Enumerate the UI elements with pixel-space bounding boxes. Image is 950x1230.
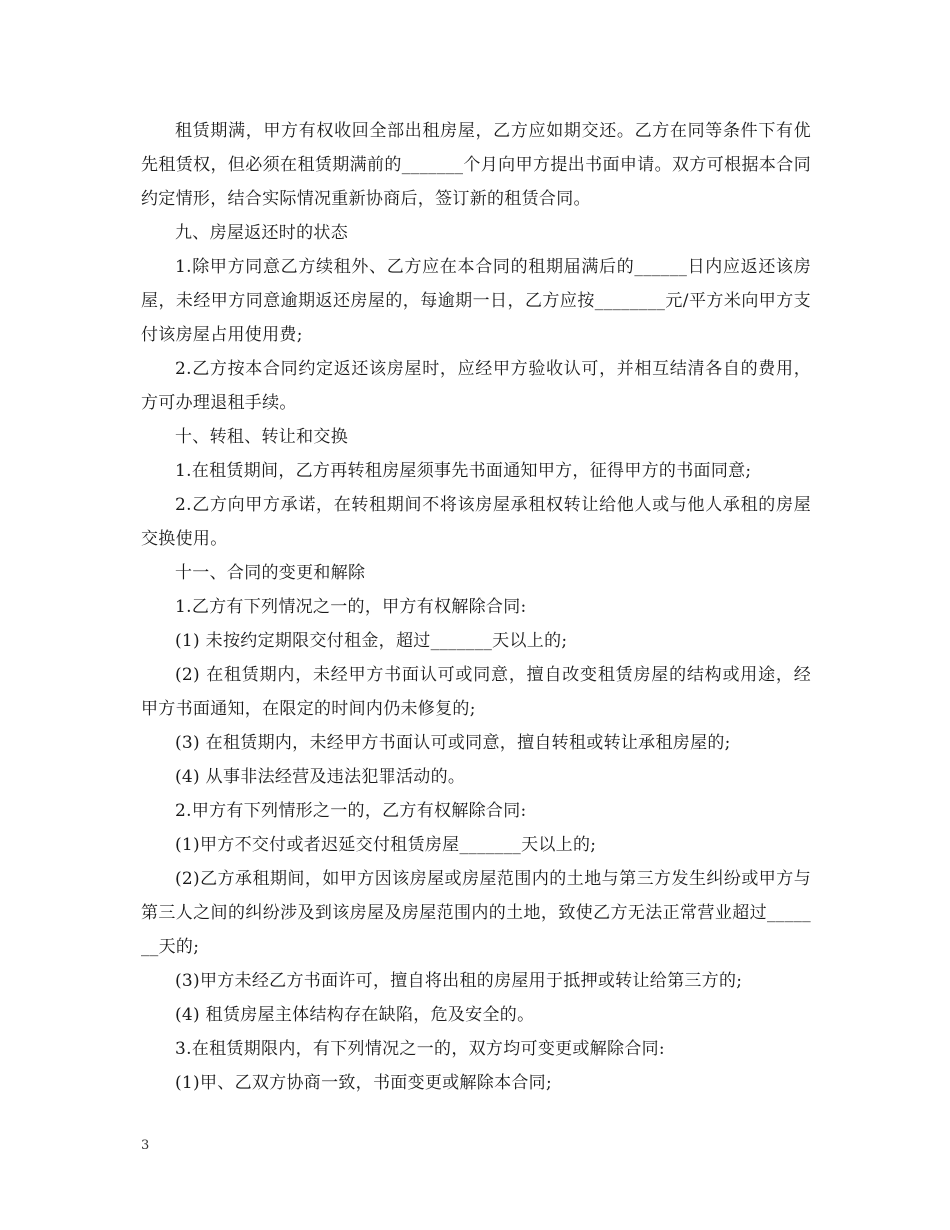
section-heading-9: 九、房屋返还时的状态 (175, 223, 348, 243)
paragraph-11-2: 2.甲方有下列情形之一的，乙方有权解除合同: (175, 801, 527, 821)
document-body (141, 114, 811, 1100)
paragraph-11-1-item-4: (4) 从事非法经营及违法犯罪活动的。 (175, 767, 466, 787)
paragraph-11-1-item-1: (1) 未按约定期限交付租金，超过_______天以上的; (175, 631, 568, 651)
paragraph-11-2-item-2: (2)乙方承租期间，如甲方因该房屋或房屋范围内的土地与第三方发生纠纷或甲方与第三人之间的纠纷涉及到该房屋及房屋范围内的土地，致使乙方无法正常营业超过_______天的; (141, 869, 811, 957)
paragraph-11-2-item-4: (4) 租赁房屋主体结构存在缺陷，危及安全的。 (175, 1005, 535, 1025)
paragraph-11-3-item-1: (1)甲、乙双方协商一致，书面变更或解除本合同; (175, 1073, 553, 1093)
section-heading-10: 十、转租、转让和交换 (175, 427, 348, 447)
page-number: 3 (141, 1138, 150, 1153)
paragraph-11-1-item-3: (3) 在租赁期内，未经甲方书面认可或同意，擅自转租或转让承租房屋的; (175, 733, 731, 753)
paragraph-11-3: 3.在租赁期限内，有下列情况之一的，双方均可变更或解除合同: (175, 1039, 665, 1059)
paragraph-11-1-item-2: (2) 在租赁期内，未经甲方书面认可或同意，擅自改变租赁房屋的结构或用途，经甲方书面通知，在限定的时间内仍未修复的; (141, 665, 811, 719)
paragraph-9-1: 1.除甲方同意乙方续租外、乙方应在本合同的租期届满后的______日内应返还该房屋，未经甲方同意逾期返还房屋的，每逾期一日，乙方应按________元/平方米向甲方支付该房屋占用使用费; (141, 257, 811, 345)
paragraph-11-2-item-3: (3)甲方未经乙方书面许可，擅自将出租的房屋用于抵押或转让给第三方的; (175, 971, 743, 991)
paragraph-10-1: 1.在租赁期间，乙方再转租房屋须事先书面通知甲方，征得甲方的书面同意; (175, 461, 752, 481)
paragraph-lease-expiry: 租赁期满，甲方有权收回全部出租房屋，乙方应如期交还。乙方在同等条件下有优先租赁权，但必须在租赁期满前的_______个月向甲方提出书面申请。双方可根据本合同约定情形，结合实际情况重新协商后，签订新的租赁合同。 (141, 121, 811, 209)
paragraph-10-2: 2.乙方向甲方承诺，在转租期间不将该房屋承租权转让给他人或与他人承租的房屋交换使用。 (141, 495, 811, 549)
paragraph-11-2-item-1: (1)甲方不交付或者迟延交付租赁房屋_______天以上的; (175, 835, 597, 855)
paragraph-11-1: 1.乙方有下列情况之一的，甲方有权解除合同: (175, 597, 527, 617)
paragraph-9-2: 2.乙方按本合同约定返还该房屋时，应经甲方验收认可，并相互结清各自的费用，方可办理退租手续。 (141, 359, 811, 413)
section-heading-11: 十一、合同的变更和解除 (175, 563, 366, 583)
